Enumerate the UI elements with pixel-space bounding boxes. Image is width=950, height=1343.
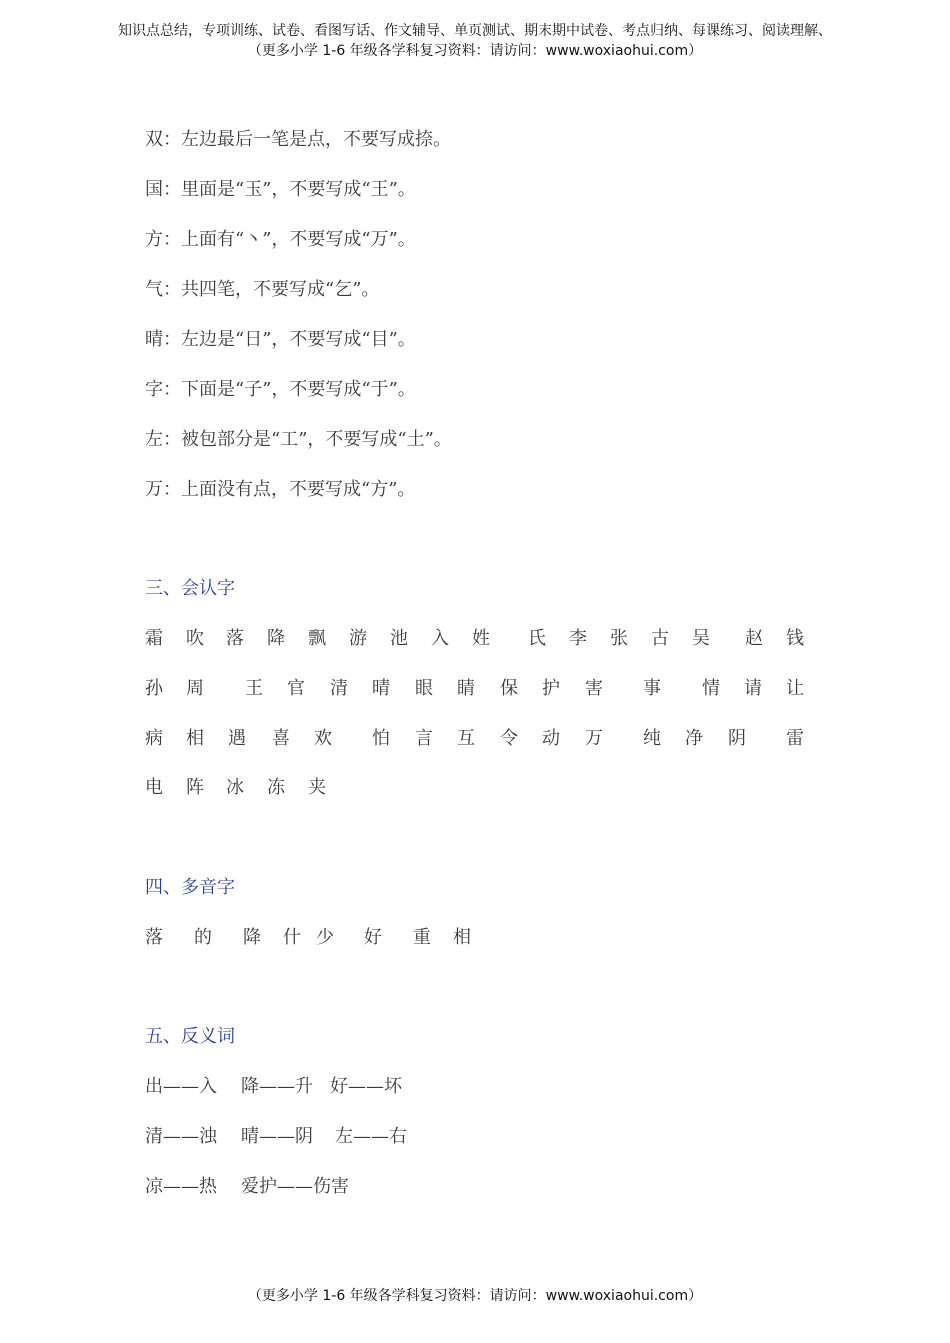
char-item: 周 — [186, 678, 204, 699]
char-item: 电 — [145, 777, 163, 798]
antonym-pair: 凉——热 — [145, 1176, 217, 1197]
antonym-pair: 出——入 — [145, 1076, 217, 1097]
section-heading-antonyms: 五、反义词 — [145, 1026, 235, 1047]
char-item: 冻 — [267, 777, 285, 798]
char-item: 落 — [226, 628, 244, 649]
char-item: 相 — [186, 728, 204, 749]
note-line: 晴：左边是“日”，不要写成“目”。 — [145, 329, 416, 350]
char-item: 情 — [702, 678, 720, 699]
char-item: 动 — [542, 728, 560, 749]
char-item: 降 — [243, 927, 261, 948]
char-item: 净 — [685, 728, 703, 749]
antonym-pair: 晴——阴 — [241, 1126, 313, 1147]
char-item: 钱 — [786, 628, 804, 649]
note-line: 方：上面有“丶”，不要写成“万”。 — [145, 229, 416, 250]
char-item: 重 — [413, 927, 431, 948]
char-item: 落 — [145, 927, 163, 948]
char-item: 少 — [316, 927, 334, 948]
header-line-1: 知识点总结，专项训练、试卷、看图写话、作文辅导、单页测试、期末期中试卷、考点归纳、每课练习、阅读理解、 — [118, 23, 832, 39]
note-line: 国：里面是“玉”，不要写成“王”。 — [145, 179, 416, 200]
char-item: 护 — [542, 678, 560, 699]
antonym-pair: 左——右 — [335, 1126, 407, 1147]
char-item: 言 — [415, 728, 433, 749]
antonym-pair: 清——浊 — [145, 1126, 217, 1147]
note-line: 气：共四笔，不要写成“乞”。 — [145, 279, 380, 300]
char-item: 万 — [585, 728, 603, 749]
char-item: 眼 — [415, 678, 433, 699]
section-heading-polyphonic-chars: 四、多音字 — [145, 877, 235, 898]
char-item: 怕 — [372, 728, 390, 749]
char-item: 飘 — [308, 628, 326, 649]
footer-line: （更多小学 1-6 年级各学科复习资料：请访问：www.woxiaohui.com） — [247, 1288, 703, 1304]
char-item: 欢 — [314, 728, 332, 749]
char-item: 孙 — [145, 678, 163, 699]
char-item: 官 — [287, 678, 305, 699]
note-line: 双：左边最后一笔是点，不要写成捺。 — [145, 129, 451, 150]
char-item: 病 — [145, 728, 163, 749]
char-item: 阵 — [186, 777, 204, 798]
char-item: 纯 — [643, 728, 661, 749]
char-item: 雷 — [786, 728, 804, 749]
note-line: 万：上面没有点，不要写成“方”。 — [145, 479, 416, 500]
char-item: 喜 — [272, 728, 290, 749]
char-item: 互 — [457, 728, 475, 749]
char-item: 池 — [390, 628, 408, 649]
antonym-pair: 降——升 — [241, 1076, 313, 1097]
char-item: 王 — [245, 678, 263, 699]
char-item: 张 — [610, 628, 628, 649]
char-item: 请 — [744, 678, 762, 699]
char-item: 入 — [431, 628, 449, 649]
char-item: 赵 — [745, 628, 763, 649]
char-item: 夹 — [308, 777, 326, 798]
char-item: 霜 — [145, 628, 163, 649]
char-item: 古 — [651, 628, 669, 649]
char-item: 冰 — [226, 777, 244, 798]
char-item: 氏 — [528, 628, 546, 649]
char-item: 吴 — [692, 628, 710, 649]
note-line: 左：被包部分是“工”，不要写成“土”。 — [145, 429, 452, 450]
char-item: 阴 — [728, 728, 746, 749]
char-item: 好 — [364, 927, 382, 948]
char-item: 睛 — [457, 678, 475, 699]
char-item: 事 — [643, 678, 661, 699]
antonym-pair: 爱护——伤害 — [241, 1176, 349, 1197]
char-item: 相 — [453, 927, 471, 948]
char-item: 清 — [330, 678, 348, 699]
header-line-2: （更多小学 1-6 年级各学科复习资料：请访问：www.woxiaohui.com） — [247, 43, 703, 59]
char-item: 的 — [194, 927, 212, 948]
section-heading-recognize-chars: 三、会认字 — [145, 578, 235, 599]
char-item: 晴 — [372, 678, 390, 699]
char-item: 遇 — [228, 728, 246, 749]
char-item: 保 — [500, 678, 518, 699]
antonym-pair: 好——坏 — [330, 1076, 402, 1097]
char-item: 让 — [786, 678, 804, 699]
char-item: 吹 — [186, 628, 204, 649]
char-item: 姓 — [472, 628, 490, 649]
char-item: 令 — [500, 728, 518, 749]
char-item: 什 — [283, 927, 301, 948]
char-item: 李 — [569, 628, 587, 649]
char-item: 游 — [349, 628, 367, 649]
note-line: 字：下面是“子”，不要写成“于”。 — [145, 379, 416, 400]
char-item: 降 — [267, 628, 285, 649]
char-item: 害 — [585, 678, 603, 699]
